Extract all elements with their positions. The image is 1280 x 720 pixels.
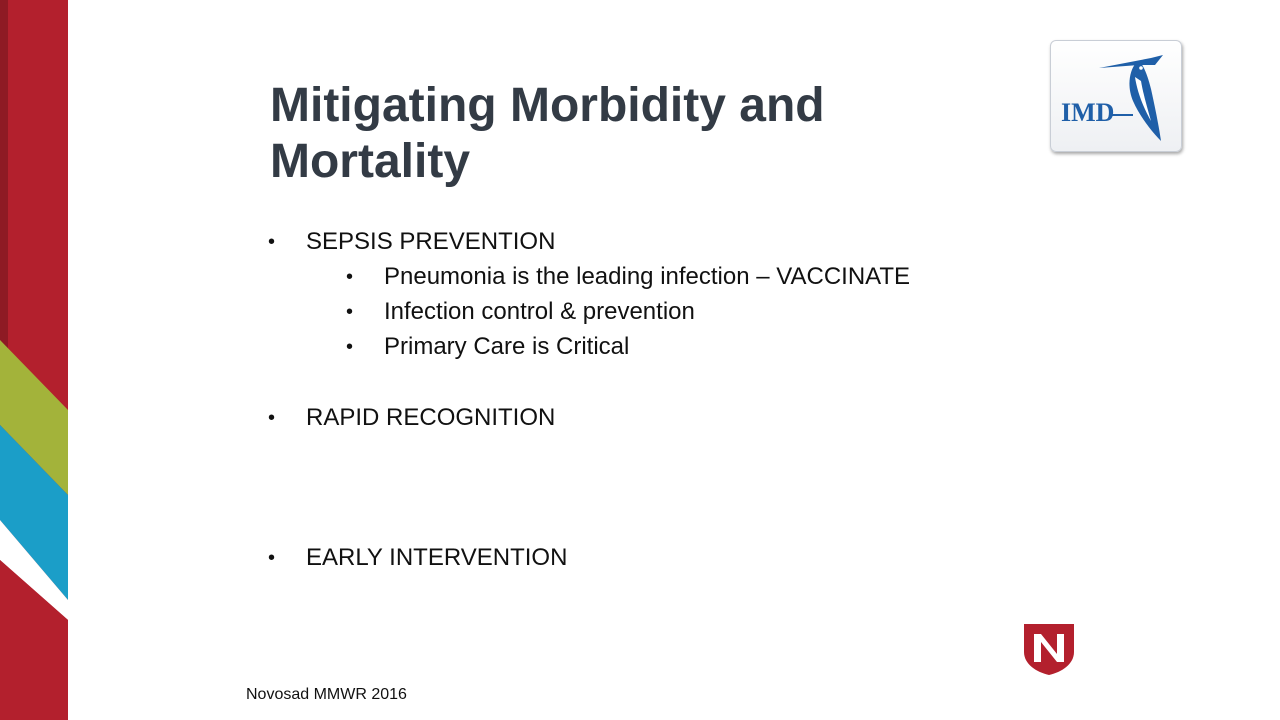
bullet-text: Primary Care is Critical <box>384 333 630 360</box>
bullet-dot: • <box>346 301 354 323</box>
bullet-text: Pneumonia is the leading infection – VACCINATE <box>384 263 911 290</box>
svg-text:IMD: IMD <box>1061 98 1115 127</box>
bullet-dot: • <box>268 231 276 253</box>
bullet-text: Infection control & prevention <box>384 298 695 325</box>
bullet-dot: • <box>346 336 354 358</box>
bullet-text: RAPID RECOGNITION <box>306 404 556 431</box>
bullet-text: SEPSIS PREVENTION <box>306 228 556 255</box>
bullet-text: EARLY INTERVENTION <box>306 544 568 571</box>
slide-title: Mitigating Morbidity and Mortality <box>270 79 825 188</box>
bullet-dot: • <box>268 547 276 569</box>
decorative-side-band <box>0 0 68 720</box>
slide-footer-citation: Novosad MMWR 2016 <box>246 686 407 703</box>
imd-logo <box>1050 40 1182 152</box>
bullet-dot: • <box>268 407 276 429</box>
unmc-shield-icon <box>1022 622 1076 676</box>
bird-icon <box>1051 41 1181 151</box>
bullet-dot: • <box>346 266 354 288</box>
